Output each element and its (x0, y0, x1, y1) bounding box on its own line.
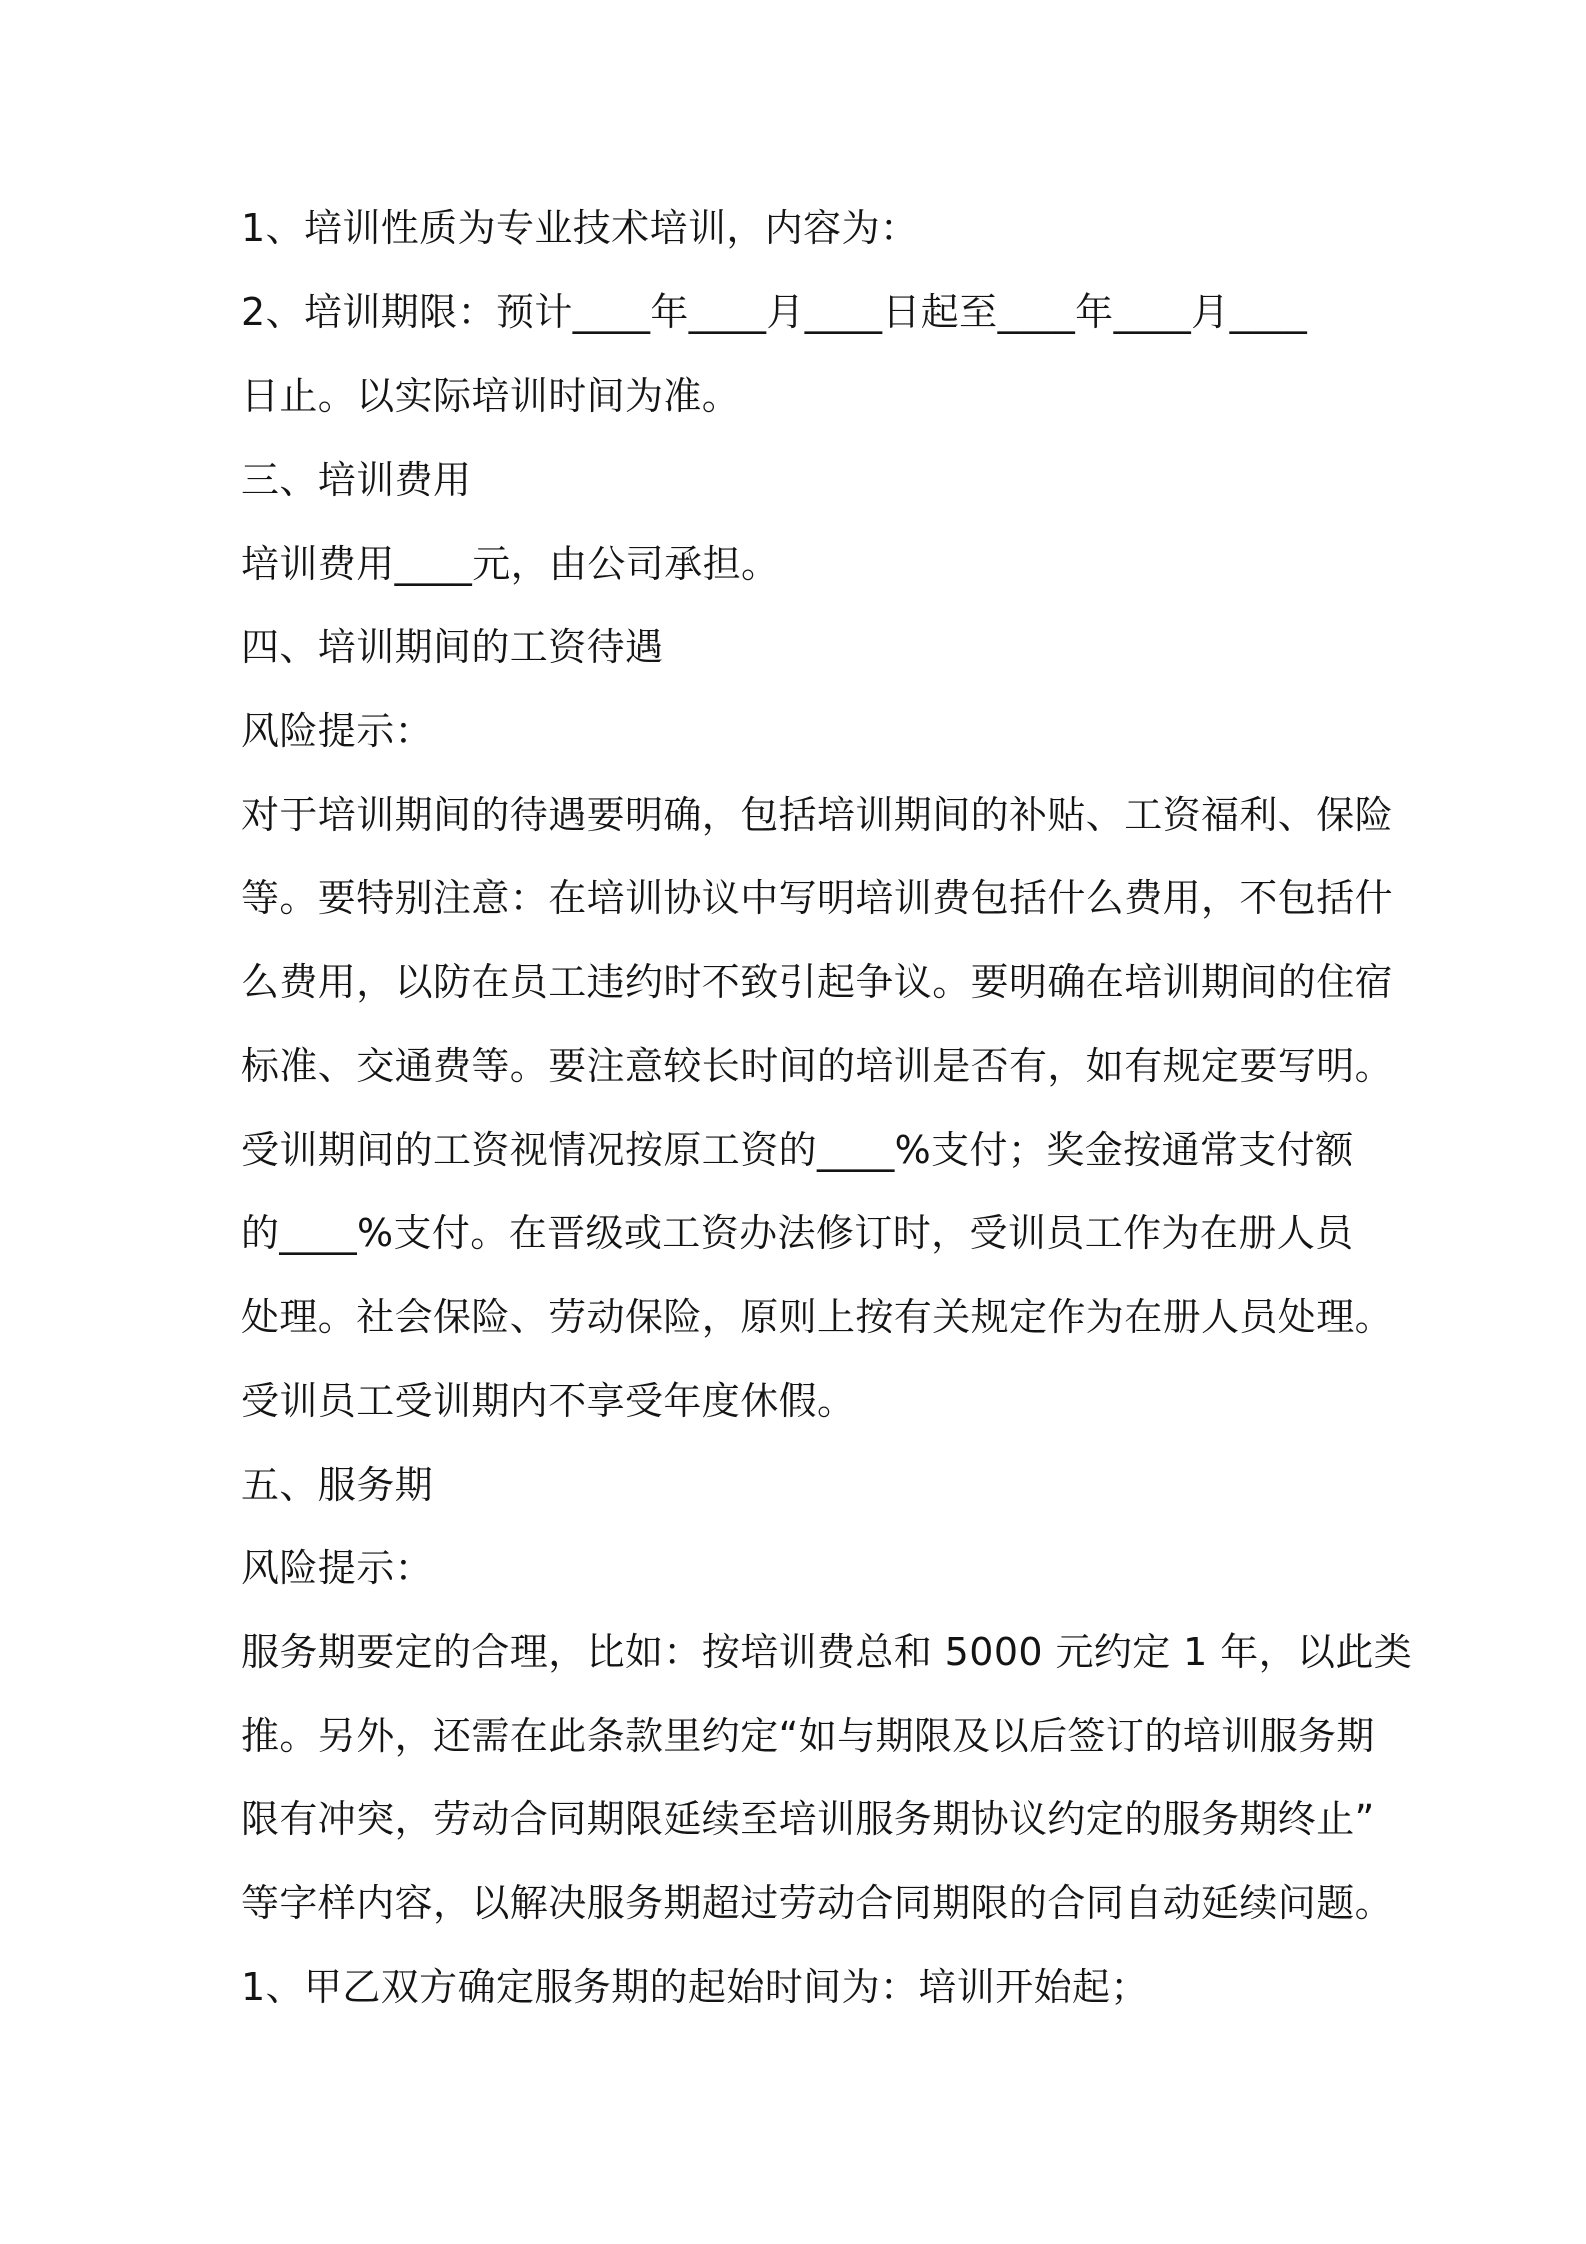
text-line: 限有冲突，劳动合同期限延续至培训服务期协议约定的服务期终止” (241, 1797, 1375, 1841)
section-heading: 五、服务期 (241, 1463, 434, 1507)
text-line: 受训员工受训期内不享受年度休假。 (241, 1379, 856, 1423)
risk-tip-label: 风险提示： (241, 1546, 434, 1590)
text-line: 等。要特别注意：在培训协议中写明培训费包括什么费用，不包括什 (241, 876, 1394, 920)
text-line: 服务期要定的合理，比如：按培训费总和 5000 元约定 1 年，以此类 (241, 1630, 1413, 1674)
text-line: 受训期间的工资视情况按原工资的____%支付；奖金按通常支付额 (241, 1128, 1354, 1172)
text-line: 的____%支付。在晋级或工资办法修订时，受训员工作为在册人员 (241, 1211, 1354, 1255)
text-line: 1、甲乙双方确定服务期的起始时间为：培训开始起； (241, 1965, 1149, 2009)
text-line: 2、培训期限：预计____年____月____日起至____年____月____ (241, 290, 1308, 334)
text-line: 培训费用____元，由公司承担。 (241, 542, 780, 586)
text-line: 对于培训期间的待遇要明确，包括培训期间的补贴、工资福利、保险 (241, 793, 1394, 837)
text-line: 推。另外，还需在此条款里约定“如与期限及以后签订的培训服务期 (241, 1714, 1375, 1758)
risk-tip-label: 风险提示： (241, 709, 434, 753)
text-line: 处理。社会保险、劳动保险，原则上按有关规定作为在册人员处理。 (241, 1295, 1394, 1339)
section-heading: 三、培训费用 (241, 458, 472, 502)
text-line: 1、培训性质为专业技术培训，内容为： (241, 206, 919, 250)
text-line: 等字样内容，以解决服务期超过劳动合同期限的合同自动延续问题。 (241, 1881, 1394, 1925)
section-heading: 四、培训期间的工资待遇 (241, 625, 664, 669)
text-line: 日止。以实际培训时间为准。 (241, 374, 741, 418)
text-line: 标准、交通费等。要注意较长时间的培训是否有，如有规定要写明。 (241, 1044, 1394, 1088)
text-line: 么费用，以防在员工违约时不致引起争议。要明确在培训期间的住宿 (241, 960, 1394, 1004)
